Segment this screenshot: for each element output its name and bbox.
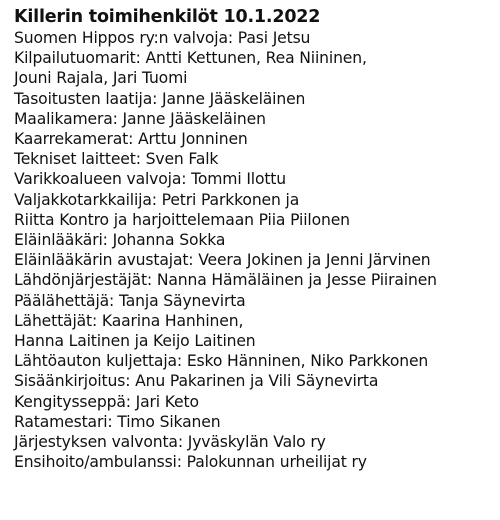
official-line: Kengitysseppä: Jari Keto xyxy=(14,392,199,411)
official-line: Sisäänkirjoitus: Anu Pakarinen ja Vili Säynevirta xyxy=(14,372,379,391)
official-line: Lähtöauton kuljettaja: Esko Hänninen, Niko Parkkonen xyxy=(14,352,429,371)
official-line: Riitta Kontro ja harjoittelemaan Piia Piilonen xyxy=(14,210,350,229)
official-line: Eläinlääkärin avustajat: Veera Jokinen ja Jenni Järvinen xyxy=(14,251,431,270)
official-line: Tekniset laitteet: Sven Falk xyxy=(14,150,219,169)
official-line: Järjestyksen valvonta: Jyväskylän Valo ry xyxy=(14,433,326,452)
official-line: Hanna Laitinen ja Keijo Laitinen xyxy=(14,332,256,351)
official-line: Varikkoalueen valvoja: Tommi Ilottu xyxy=(14,170,287,189)
officials-list xyxy=(14,28,494,472)
official-line: Ratamestari: Timo Sikanen xyxy=(14,412,221,431)
official-line: Kilpailutuomarit: Antti Kettunen, Rea Niininen, xyxy=(14,49,367,68)
officials-document xyxy=(14,6,494,472)
official-line: Lähettäjät: Kaarina Hanhinen, xyxy=(14,311,244,330)
official-line: Valjakkotarkkailija: Petri Parkkonen ja xyxy=(14,190,300,209)
document-title: Killerin toimihenkilöt 10.1.2022 xyxy=(14,7,321,27)
official-line: Päälähettäjä: Tanja Säynevirta xyxy=(14,291,246,310)
official-line: Jouni Rajala, Jari Tuomi xyxy=(14,69,188,88)
official-line: Kaarrekamerat: Arttu Jonninen xyxy=(14,130,248,149)
official-line: Suomen Hippos ry:n valvoja: Pasi Jetsu xyxy=(14,29,311,47)
official-line: Lähdönjärjestäjät: Nanna Hämäläinen ja Jesse Piirainen xyxy=(14,271,437,290)
official-line: Eläinlääkäri: Johanna Sokka xyxy=(14,231,226,250)
official-line: Maalikamera: Janne Jääskeläinen xyxy=(14,109,266,128)
official-line: Ensihoito/ambulanssi: Palokunnan urheilijat ry xyxy=(14,453,367,472)
official-line: Tasoitusten laatija: Janne Jääskeläinen xyxy=(14,89,306,108)
